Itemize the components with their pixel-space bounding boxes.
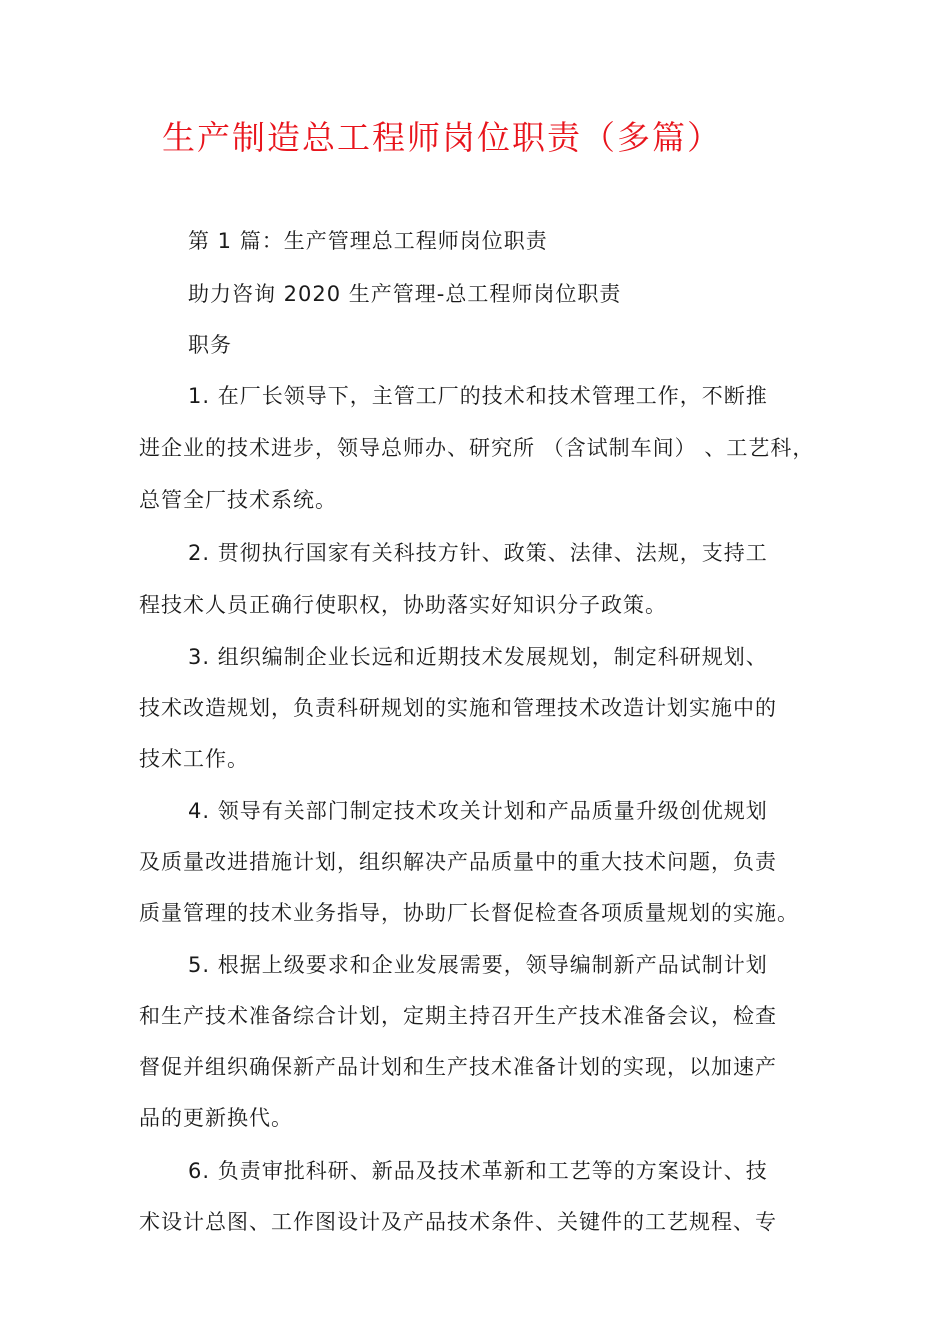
paragraph-line: 及质量改进措施计划，组织解决产品质量中的重大技术问题，负责 [139, 850, 777, 874]
paragraph-line: 5. 根据上级要求和企业发展需要，领导编制新产品试制计划 [188, 953, 768, 977]
paragraph-line: 品的更新换代。 [139, 1106, 293, 1130]
paragraph-line: 术设计总图、工作图设计及产品技术条件、关键件的工艺规程、专 [139, 1210, 777, 1234]
paragraph-line: 质量管理的技术业务指导，协助厂长督促检查各项质量规划的实施。 [139, 901, 799, 925]
duty-label: 职务 [188, 333, 232, 357]
paragraph-line: 3. 组织编制企业长远和近期技术发展规划，制定科研规划、 [188, 645, 768, 669]
paragraph-line: 进企业的技术进步，领导总师办、研究所 （含试制车间） 、工艺科， [139, 436, 815, 460]
paragraph-line: 2. 贯彻执行国家有关科技方针、政策、法律、法规，支持工 [188, 541, 768, 565]
paragraph-line: 技术工作。 [139, 747, 249, 771]
section-heading: 第 1 篇：生产管理总工程师岗位职责 [188, 229, 548, 253]
paragraph-line: 程技术人员正确行使职权，协助落实好知识分子政策。 [139, 593, 667, 617]
paragraph-line: 督促并组织确保新产品计划和生产技术准备计划的实现，以加速产 [139, 1055, 777, 1079]
subheading: 助力咨询 2020 生产管理-总工程师岗位职责 [188, 282, 622, 306]
document-title: 生产制造总工程师岗位职责（多篇） [162, 118, 722, 157]
paragraph-line: 4. 领导有关部门制定技术攻关计划和产品质量升级创优规划 [188, 799, 768, 823]
paragraph-line: 和生产技术准备综合计划，定期主持召开生产技术准备会议，检查 [139, 1004, 777, 1028]
paragraph-line: 1. 在厂长领导下，主管工厂的技术和技术管理工作，不断推 [188, 384, 768, 408]
paragraph-line: 6. 负责审批科研、新品及技术革新和工艺等的方案设计、技 [188, 1159, 768, 1183]
paragraph-line: 技术改造规划，负责科研规划的实施和管理技术改造计划实施中的 [139, 696, 777, 720]
paragraph-line: 总管全厂技术系统。 [139, 488, 337, 512]
